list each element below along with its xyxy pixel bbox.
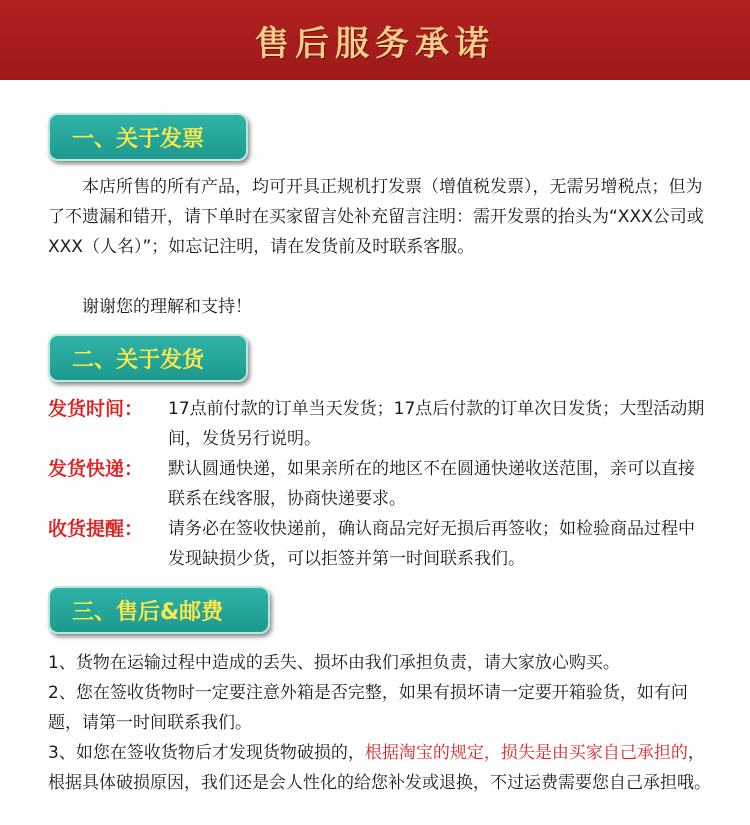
invoice-paragraph: 本店所售的所有产品，均可开具正规机打发票（增值税发票），无需另增税点；但为了不遗漏和错开，请下单时在买家留言处补充留言注明：需开发票的抬头为“XXX公司或XXX（人名）”；如忘记注明，请在发货前及时联系客服。 <box>48 177 704 257</box>
header-banner <box>0 0 750 80</box>
item-3-text-a: 3、如您在签收货物后才发现货物破损的， <box>48 743 365 763</box>
section-heading-label: 三、售后&邮费 <box>72 599 224 625</box>
item-3-highlight: 根据淘宝的规定，损失是由买家自己承担的 <box>364 743 688 763</box>
aftersales-item-2: 2、您在签收货物时一定要注意外箱是否完整，如果有损坏请一定要开箱验货，如有问题，请第一时间联系我们。 <box>48 683 688 733</box>
thanks-text: 谢谢您的理解和支持！ <box>82 297 252 317</box>
aftersales-item-1: 1、货物在运输过程中造成的丢失、损坏由我们承担负责，请大家放心购买。 <box>48 653 620 673</box>
shipping-courier-row <box>48 454 713 514</box>
shipping-time-row <box>48 394 713 454</box>
row-key: 发货快递： <box>48 458 144 480</box>
row-value: 17点前付款的订单当天发货；17点后付款的订单次日发货；大型活动期间，发货另行说明。 <box>168 399 705 449</box>
row-value: 默认圆通快递，如果亲所在的地区不在圆通快递收送范围，亲可以直接联系在线客服，协商快递要求。 <box>168 459 695 509</box>
row-key: 收货提醒： <box>48 518 144 540</box>
row-value: 请务必在签收快递前，确认商品完好无损后再签收；如检验商品过程中发现缺损少货，可以拒签并第一时间联系我们。 <box>168 519 695 569</box>
section-heading-aftersales <box>48 586 270 634</box>
item-3-text-b: ，根据具体破损原因，我们还是会人性化的给您补发或退换，不过运费需要您自己承担哦。 <box>48 743 711 793</box>
row-key: 发货时间： <box>48 398 144 420</box>
page-title: 售后服务承诺 <box>255 23 495 64</box>
section-heading-shipping <box>48 334 248 382</box>
receipt-reminder-row <box>48 514 713 574</box>
section-heading-invoice <box>48 113 248 161</box>
section-heading-label: 二、关于发货 <box>72 347 205 373</box>
aftersales-item-3 <box>48 738 713 798</box>
section-heading-label: 一、关于发票 <box>72 126 205 152</box>
